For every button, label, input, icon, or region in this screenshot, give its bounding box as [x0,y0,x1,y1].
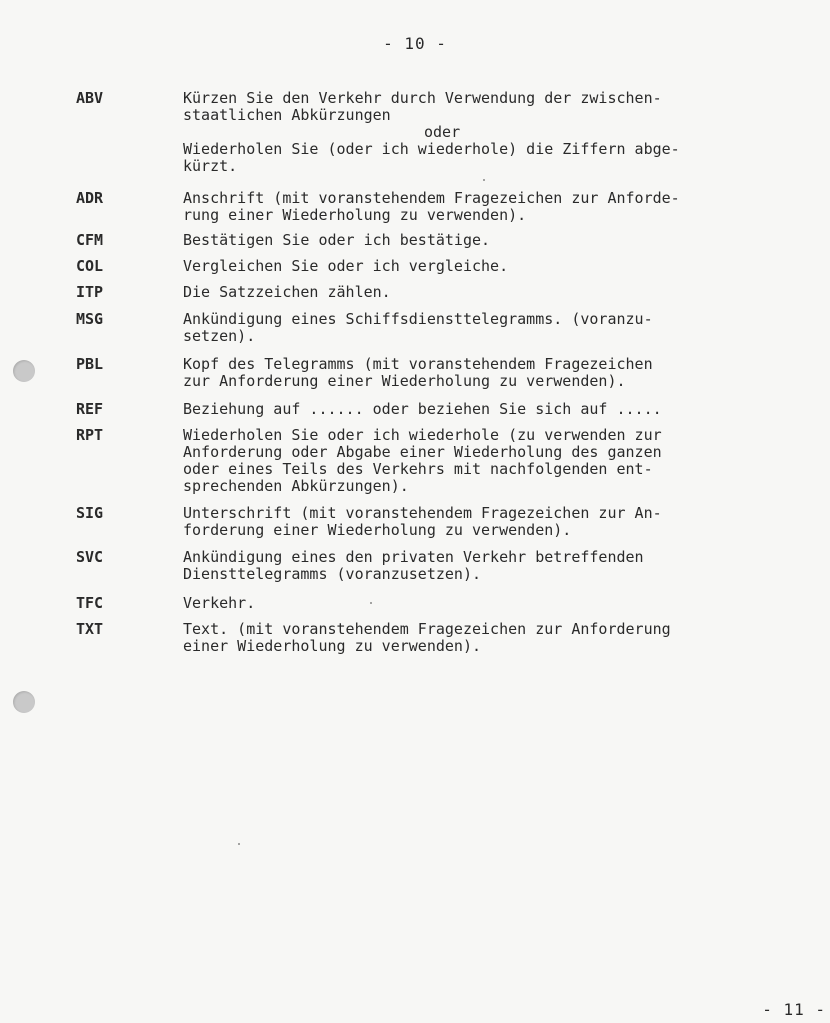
description-line: Kopf des Telegramms (mit voranstehendem Fragezeichen [183,355,653,373]
description-line: oder eines Teils des Verkehrs mit nachfolgenden ent- [183,460,653,478]
description-line: Wiederholen Sie oder ich wiederhole (zu verwenden zur [183,426,662,444]
abbreviation-entry [0,190,830,224]
abbreviation-code: TXT [76,620,104,638]
abbreviation-description [183,232,783,249]
abbreviation-description [183,549,783,583]
description-line: einer Wiederholung zu verwenden). [183,637,482,655]
description-line: staatlichen Abkürzungen [183,106,391,124]
description-line: Kürzen Sie den Verkehr durch Verwendung der zwischen- [183,89,662,107]
abbreviation-code: ADR [76,189,104,207]
abbreviation-code: RPT [76,426,104,444]
description-line: setzen). [183,327,256,345]
abbreviation-entry [0,258,830,275]
abbreviation-description [183,621,783,655]
abbreviation-entry [0,232,830,249]
paper-speck [483,179,485,181]
abbreviation-code: CFM [76,231,104,249]
abbreviation-entry [0,90,830,175]
description-line: oder [424,123,461,141]
abbreviation-description [183,595,783,612]
description-line: Die Satzzeichen zählen. [183,283,391,301]
abbreviation-description [183,190,783,224]
description-line: kürzt. [183,157,238,175]
abbreviation-entry [0,595,830,612]
abbreviation-description [183,427,783,495]
description-line: rung einer Wiederholung zu verwenden). [183,206,527,224]
description-line: Wiederholen Sie (oder ich wiederhole) die Ziffern abge- [183,140,680,158]
abbreviation-description [183,311,783,345]
description-line: Beziehung auf ...... oder beziehen Sie sich auf ..... [183,400,662,418]
abbreviation-code: REF [76,400,104,418]
abbreviation-entry [0,549,830,583]
abbreviation-code: SVC [76,548,104,566]
abbreviation-description [183,90,783,175]
abbreviation-description [183,284,783,301]
abbreviation-entry [0,401,830,418]
abbreviation-code: COL [76,257,104,275]
punch-hole [13,691,35,713]
description-line: Diensttelegramms (voranzusetzen). [183,565,482,583]
description-line: Verkehr. [183,594,256,612]
abbreviation-entry [0,311,830,345]
abbreviation-code: ABV [76,89,104,107]
description-line: Bestätigen Sie oder ich bestätige. [183,231,491,249]
description-line: Vergleichen Sie oder ich vergleiche. [183,257,509,275]
next-page-marker: - 11 - [762,1000,826,1019]
abbreviation-code: TFC [76,594,104,612]
abbreviation-code: MSG [76,310,104,328]
description-line: Text. (mit voranstehendem Fragezeichen zur Anforderung [183,620,671,638]
abbreviation-code: PBL [76,355,104,373]
description-line: Unterschrift (mit voranstehendem Fragezeichen zur An- [183,504,662,522]
abbreviation-code: SIG [76,504,104,522]
paper-speck [238,843,240,845]
abbreviation-code: ITP [76,283,104,301]
description-line: zur Anforderung einer Wiederholung zu verwenden). [183,372,626,390]
description-line: forderung einer Wiederholung zu verwenden). [183,521,572,539]
abbreviation-description [183,505,783,539]
abbreviation-entry [0,356,830,390]
abbreviation-description [183,258,783,275]
abbreviation-entry [0,505,830,539]
page-number: - 10 - [383,34,447,53]
abbreviation-description [183,356,783,390]
description-line: Ankündigung eines Schiffsdiensttelegramms. (voranzu- [183,310,653,328]
description-line: Ankündigung eines den privaten Verkehr betreffenden [183,548,644,566]
description-line: Anschrift (mit voranstehendem Fragezeichen zur Anforde- [183,189,680,207]
description-line: Anforderung oder Abgabe einer Wiederholung des ganzen [183,443,662,461]
abbreviation-entry [0,621,830,655]
description-line: sprechenden Abkürzungen). [183,477,409,495]
abbreviation-entry [0,427,830,495]
abbreviation-description [183,401,783,418]
abbreviation-entry [0,284,830,301]
